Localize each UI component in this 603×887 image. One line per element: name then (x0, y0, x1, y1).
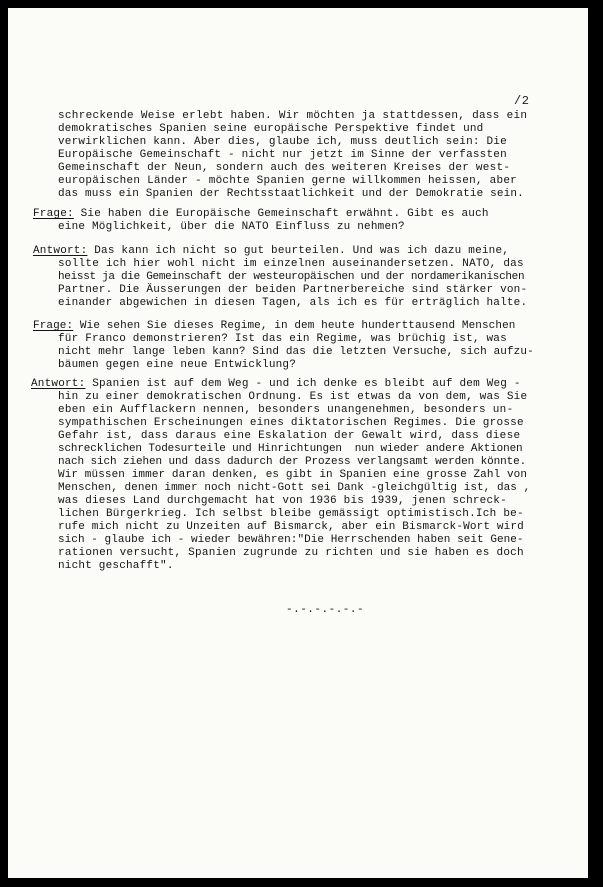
text-line: heisst ja die Gemeinschaft der westeuropäischen und der nordamerikanischen (58, 271, 525, 283)
text-line: nach sich ziehen und dass dadurch der Prozess verlangsamt werden könnte. (58, 456, 527, 468)
text-line: sich - glaube ich - wieder bewähren:"Die Herrschenden haben seit Gene- (58, 534, 524, 546)
text-line: eine Möglichkeit, über die NATO Einfluss zu nehmen? (58, 221, 405, 233)
text-line: Gemeinschaft der Neun, sondern auch des weiteren Kreises der west- (58, 162, 511, 174)
text-line: schrecklichen Todesurteile und Hinrichtungen nun wieder andere Aktionen (58, 443, 523, 455)
page-number: /2 (514, 94, 530, 108)
text-line: Wir müssen immer daran denken, es gibt in Spanien eine grosse Zahl von (58, 469, 528, 481)
text-line: rufe mich nicht zu Unzeiten auf Bismarck, aber ein Bismarck-Wort wird (58, 521, 524, 533)
text-line: eben ein Aufflackern nennen, besonders unangenehmen, besonders un- (58, 404, 514, 416)
text-line: lichen Bürgerkrieg. Ich selbst bleibe gemässigt optimistisch.Ich be- (58, 508, 524, 520)
question-line (33, 320, 516, 333)
text-line: sollte ich hier wohl nicht im einzelnen auseinandersetzen. NATO, das (58, 258, 524, 270)
text-line: rationen versucht, Spanien zugrunde zu richten und sie haben es doch (58, 547, 524, 559)
answer-label: Antwort: (31, 378, 86, 390)
answer-text: Das kann ich nicht so gut beurteilen. Und was ich dazu meine, (87, 245, 510, 257)
question-label: Frage: (33, 208, 74, 220)
text-line: bäumen gegen eine neue Entwicklung? (58, 359, 297, 371)
answer-text: Spanien ist auf dem Weg - und ich denke es bleibt auf dem Weg - (85, 378, 521, 390)
answer-label: Antwort: (33, 245, 88, 257)
text-line: Partner. Die Äusserungen der beiden Partnerbereiche sind stärker von- (58, 284, 528, 296)
text-line: hin zu einer demokratischen Ordnung. Es ist etwas da von dem, was Sie (58, 391, 528, 403)
question-label: Frage: (33, 320, 74, 332)
text-line: Europäische Gemeinschaft - nicht nur jetzt im Sinne der verfassten (58, 149, 507, 161)
text-line: demokratisches Spanien seine europäische Perspektive findet und (58, 123, 484, 135)
text-line: nicht mehr lange leben kann? Sind das die letzten Versuche, sich aufzu- (58, 346, 534, 358)
text-line: das muss ein Spanien der Rechtsstaatlichkeit und der Demokratie sein. (58, 188, 524, 200)
text-line: für Franco demonstrieren? Ist das ein Regime, was brüchig ist, was (58, 333, 507, 345)
answer-line (31, 378, 521, 391)
answer-line (33, 245, 509, 258)
text-line: Menschen, denen immer noch nicht-Gott sei Dank -gleichgültig ist, das , (58, 482, 531, 494)
document-page (8, 8, 588, 878)
question-text: Sie haben die Europäische Gemeinschaft erwähnt. Gibt es auch (73, 208, 489, 220)
text-line: schreckende Weise erlebt haben. Wir möchten ja stattdessen, dass ein (58, 110, 528, 122)
text-line: europäischen Länder - möchte Spanien gerne willkommen heissen, aber (58, 175, 518, 187)
end-separator: -.-.-.-.-.- (286, 604, 365, 616)
text-line: was dieses Land durchgemacht hat von 1936 bis 1939, jenen schreck- (58, 495, 507, 507)
text-line: einander abgewichen in diesen Tagen, als ich es für erträglich halte. (58, 297, 528, 309)
question-text: Wie sehen Sie dieses Regime, in dem heute hunderttausend Menschen (73, 320, 516, 332)
text-line: sympathischen Erscheinungen eines diktatorischen Regimes. Die grosse (58, 417, 524, 429)
text-line: nicht geschafft". (58, 560, 174, 572)
text-line: verwirklichen kann. Aber dies, glaube ich, muss deutlich sein: Die (58, 136, 507, 148)
question-line (33, 208, 489, 221)
text-line: Gefahr ist, dass daraus eine Eskalation der Gewalt wird, dass diese (58, 430, 521, 442)
